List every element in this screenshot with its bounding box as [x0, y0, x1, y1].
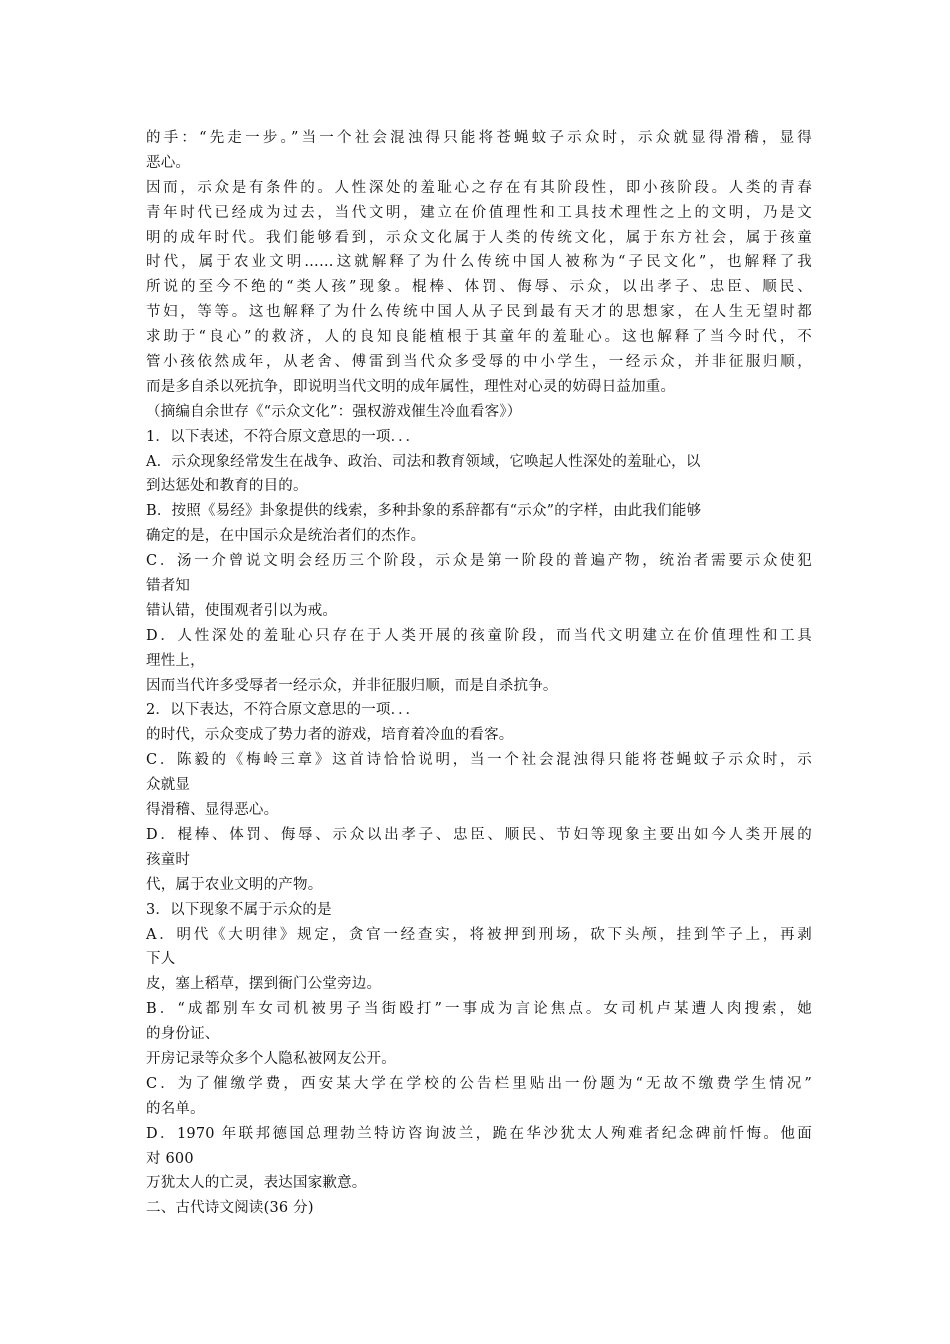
text-line: 皮，塞上稻草，摆到衙门公堂旁边。	[146, 976, 382, 993]
text-line: C．陈毅的《梅岭三章》这首诗恰恰说明，当一个社会混浊得只能将苍蝇蚊子示众时，示	[146, 752, 812, 769]
text-line: 恶心。	[146, 154, 191, 171]
text-line: 明的成年时代。我们能够看到，示众文化属于人类的传统文化，属于东方社会，属于孩童	[146, 229, 812, 246]
text-line: D．棍棒、体罚、侮辱、示众以出孝子、忠臣、顺民、节妇等现象主要出如今人类开展的	[146, 826, 812, 843]
text-line: 开房记录等众多个人隐私被网友公开。	[146, 1050, 396, 1067]
text-line: A．示众现象经常发生在战争、政治、司法和教育领域，它唤起人性深处的羞耻心，以	[146, 453, 701, 470]
text-line: 因而当代许多受辱者一经示众，并非征服归顺，而是自杀抗争。	[146, 677, 558, 694]
text-line: 得滑稽、显得恶心。	[146, 802, 279, 819]
text-line: 管小孩依然成年，从老舍、傅雷到当代众多受辱的中小学生，一经示众，并非征服归顺，	[146, 354, 812, 371]
text-line: 青年时代已经成为过去，当代文明，建立在价值理性和工具技术理性之上的文明，乃是文	[146, 204, 812, 221]
text-line: 而是多自杀以死抗争，即说明当代文明的成年属性，理性对心灵的妨碍日益加重。	[146, 378, 676, 395]
text-line: 3．以下现象不属于示众的是	[146, 901, 332, 918]
text-line: 错者知	[146, 578, 191, 595]
text-line: 错认错，使围观者引以为戒。	[146, 602, 338, 619]
text-line: 因而，示众是有条件的。人性深处的羞耻心之存在有其阶段性，即小孩阶段。人类的青春	[146, 179, 812, 196]
text-line: 求助于“良心”的救济，人的良知良能植根于其童年的羞耻心。这也解释了当今时代，不	[146, 329, 812, 346]
text-line: （摘编自余世存《“示众文化”：强权游戏催生冷血看客》）	[146, 403, 522, 420]
text-line: D．1970 年联邦德国总理勃兰特访咨询波兰，跪在华沙犹太人殉难者纪念碑前忏悔。他面	[146, 1125, 812, 1142]
text-line: 二、古代诗文阅读(36 分)	[146, 1200, 314, 1217]
text-line: 的手：“先走一步。”当一个社会混浊得只能将苍蝇蚊子示众时，示众就显得滑稽，显得	[146, 130, 812, 146]
text-line: 时代，属于农业文明……这就解释了为什么传统中国人被称为“子民文化”，也解释了我	[146, 254, 812, 271]
text-line: 的身份证、	[146, 1026, 220, 1043]
text-line: B．按照《易经》卦象提供的线索，多种卦象的系辞都有“示众”的字样，由此我们能够	[146, 503, 702, 520]
text-line: 所说的至今不绝的“类人孩”现象。棍棒、体罚、侮辱、示众，以出孝子、忠臣、顺民、	[146, 279, 812, 296]
text-line: 确定的是，在中国示众是统治者们的杰作。	[146, 528, 426, 545]
document-body-text	[146, 126, 812, 1221]
text-line: 1．以下表述，不符合原文意思的一项．．．	[146, 428, 421, 445]
text-line: C．汤一介曾说文明会经历三个阶段，示众是第一阶段的普遍产物，统治者需要示众使犯	[146, 553, 812, 570]
text-line: 代，属于农业文明的产物。	[146, 876, 323, 893]
text-line: 众就显	[146, 777, 191, 794]
text-line: B．“成都别车女司机被男子当街殴打”一事成为言论焦点。女司机卢某遭人肉搜索，她	[146, 1001, 812, 1018]
text-line: 万犹太人的亡灵，表达国家歉意。	[146, 1175, 367, 1192]
text-line: A．明代《大明律》规定，贪官一经查实，将被押到刑场，砍下头颅，挂到竿子上，再剥	[146, 926, 812, 943]
text-line: C．为了催缴学费，西安某大学在学校的公告栏里贴出一份题为“无故不缴费学生情况”	[146, 1075, 812, 1092]
text-line: 对 600	[146, 1150, 194, 1167]
text-line: 的名单。	[146, 1100, 205, 1117]
text-line: 理性上，	[146, 652, 205, 669]
text-line: 到达惩处和教育的目的。	[146, 478, 308, 495]
text-line: 节妇，等等。这也解释了为什么传统中国人从子民到最有天才的思想家，在人生无望时都	[146, 304, 812, 321]
text-line: 2．以下表达，不符合原文意思的一项．．．	[146, 702, 421, 719]
text-line: D．人性深处的羞耻心只存在于人类开展的孩童阶段，而当代文明建立在价值理性和工具	[146, 627, 812, 644]
text-line: 的时代，示众变成了势力者的游戏，培育着冷血的看客。	[146, 727, 514, 744]
text-line: 孩童时	[146, 851, 191, 868]
text-line: 下人	[146, 951, 176, 968]
